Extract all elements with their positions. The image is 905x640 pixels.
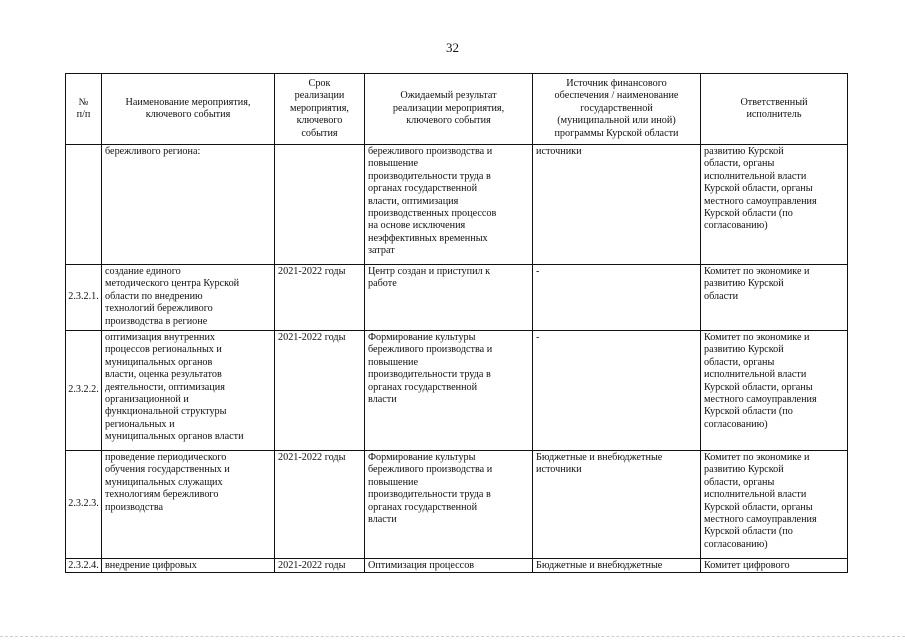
action-plan-table <box>65 73 848 573</box>
table-header-row <box>66 74 848 145</box>
cell-executor: Комитет по экономике и развитию Курской области, органы исполнительной власти Курской области, органы местного самоуправления Курской области (по согласованию) <box>701 451 848 559</box>
cell-executor: Комитет по экономике и развитию Курской области, органы исполнительной власти Курской области, органы местного самоуправления Курской области (по согласованию) <box>701 331 848 451</box>
cell-expected-result: Оптимизация процессов <box>365 559 533 573</box>
cell-executor: Комитет цифрового <box>701 559 848 573</box>
cell-expected-result: Формирование культуры бережливого производства и повышение производительности труда в органах государственной власти <box>365 451 533 559</box>
cell-expected-result: Центр создан и приступил к работе <box>365 265 533 331</box>
cell-funding-source: Бюджетные и внебюджетные источники <box>533 451 701 559</box>
page-number: 32 <box>446 40 459 55</box>
cell-event-name: внедрение цифровых <box>102 559 275 573</box>
cell-term <box>275 145 365 265</box>
cell-number: 2.3.2.1. <box>66 265 102 331</box>
cell-event-name: создание единого методического центра Курской области по внедрению технологий бережливого производства в регионе <box>102 265 275 331</box>
header-number: № п/п <box>66 74 102 145</box>
cell-event-name: бережливого региона: <box>102 145 275 265</box>
table-row <box>66 559 848 573</box>
cell-funding-source: Бюджетные и внебюджетные <box>533 559 701 573</box>
header-expected-result: Ожидаемый результат реализации мероприятия, ключевого события <box>365 74 533 145</box>
header-executor: Ответственный исполнитель <box>701 74 848 145</box>
table-row <box>66 265 848 331</box>
cell-funding-source: - <box>533 265 701 331</box>
cell-event-name: проведение периодического обучения государственных и муниципальных служащих технологиям бережливого производства <box>102 451 275 559</box>
cell-expected-result: Формирование культуры бережливого производства и повышение производительности труда в органах государственной власти <box>365 331 533 451</box>
header-term: Срок реализации мероприятия, ключевого события <box>275 74 365 145</box>
table-row <box>66 331 848 451</box>
cell-executor: Комитет по экономике и развитию Курской области <box>701 265 848 331</box>
table-row <box>66 451 848 559</box>
cell-term: 2021-2022 годы <box>275 331 365 451</box>
cell-event-name: оптимизация внутренних процессов региональных и муниципальных органов власти, оценка результатов деятельности, оптимизация организационной и функциональной структуры региональных и муниципальных органов власти <box>102 331 275 451</box>
cell-term: 2021-2022 годы <box>275 559 365 573</box>
scan-edge-line <box>0 636 905 637</box>
cell-funding-source: источники <box>533 145 701 265</box>
cell-number: 2.3.2.2. <box>66 331 102 451</box>
cell-executor: развитию Курской области, органы исполнительной власти Курской области, органы местного самоуправления Курской области (по согласованию) <box>701 145 848 265</box>
cell-term: 2021-2022 годы <box>275 265 365 331</box>
cell-number <box>66 145 102 265</box>
cell-expected-result: бережливого производства и повышение производительности труда в органах государственной власти, оптимизация производственных процессов на основе исключения неэффективных временных затрат <box>365 145 533 265</box>
cell-number: 2.3.2.4. <box>66 559 102 573</box>
header-funding-source: Источник финансового обеспечения / наименование государственной (муниципальной или иной) программы Курской области <box>533 74 701 145</box>
cell-funding-source: - <box>533 331 701 451</box>
cell-term: 2021-2022 годы <box>275 451 365 559</box>
header-event-name: Наименование мероприятия, ключевого события <box>102 74 275 145</box>
table-row <box>66 145 848 265</box>
cell-number: 2.3.2.3. <box>66 451 102 559</box>
